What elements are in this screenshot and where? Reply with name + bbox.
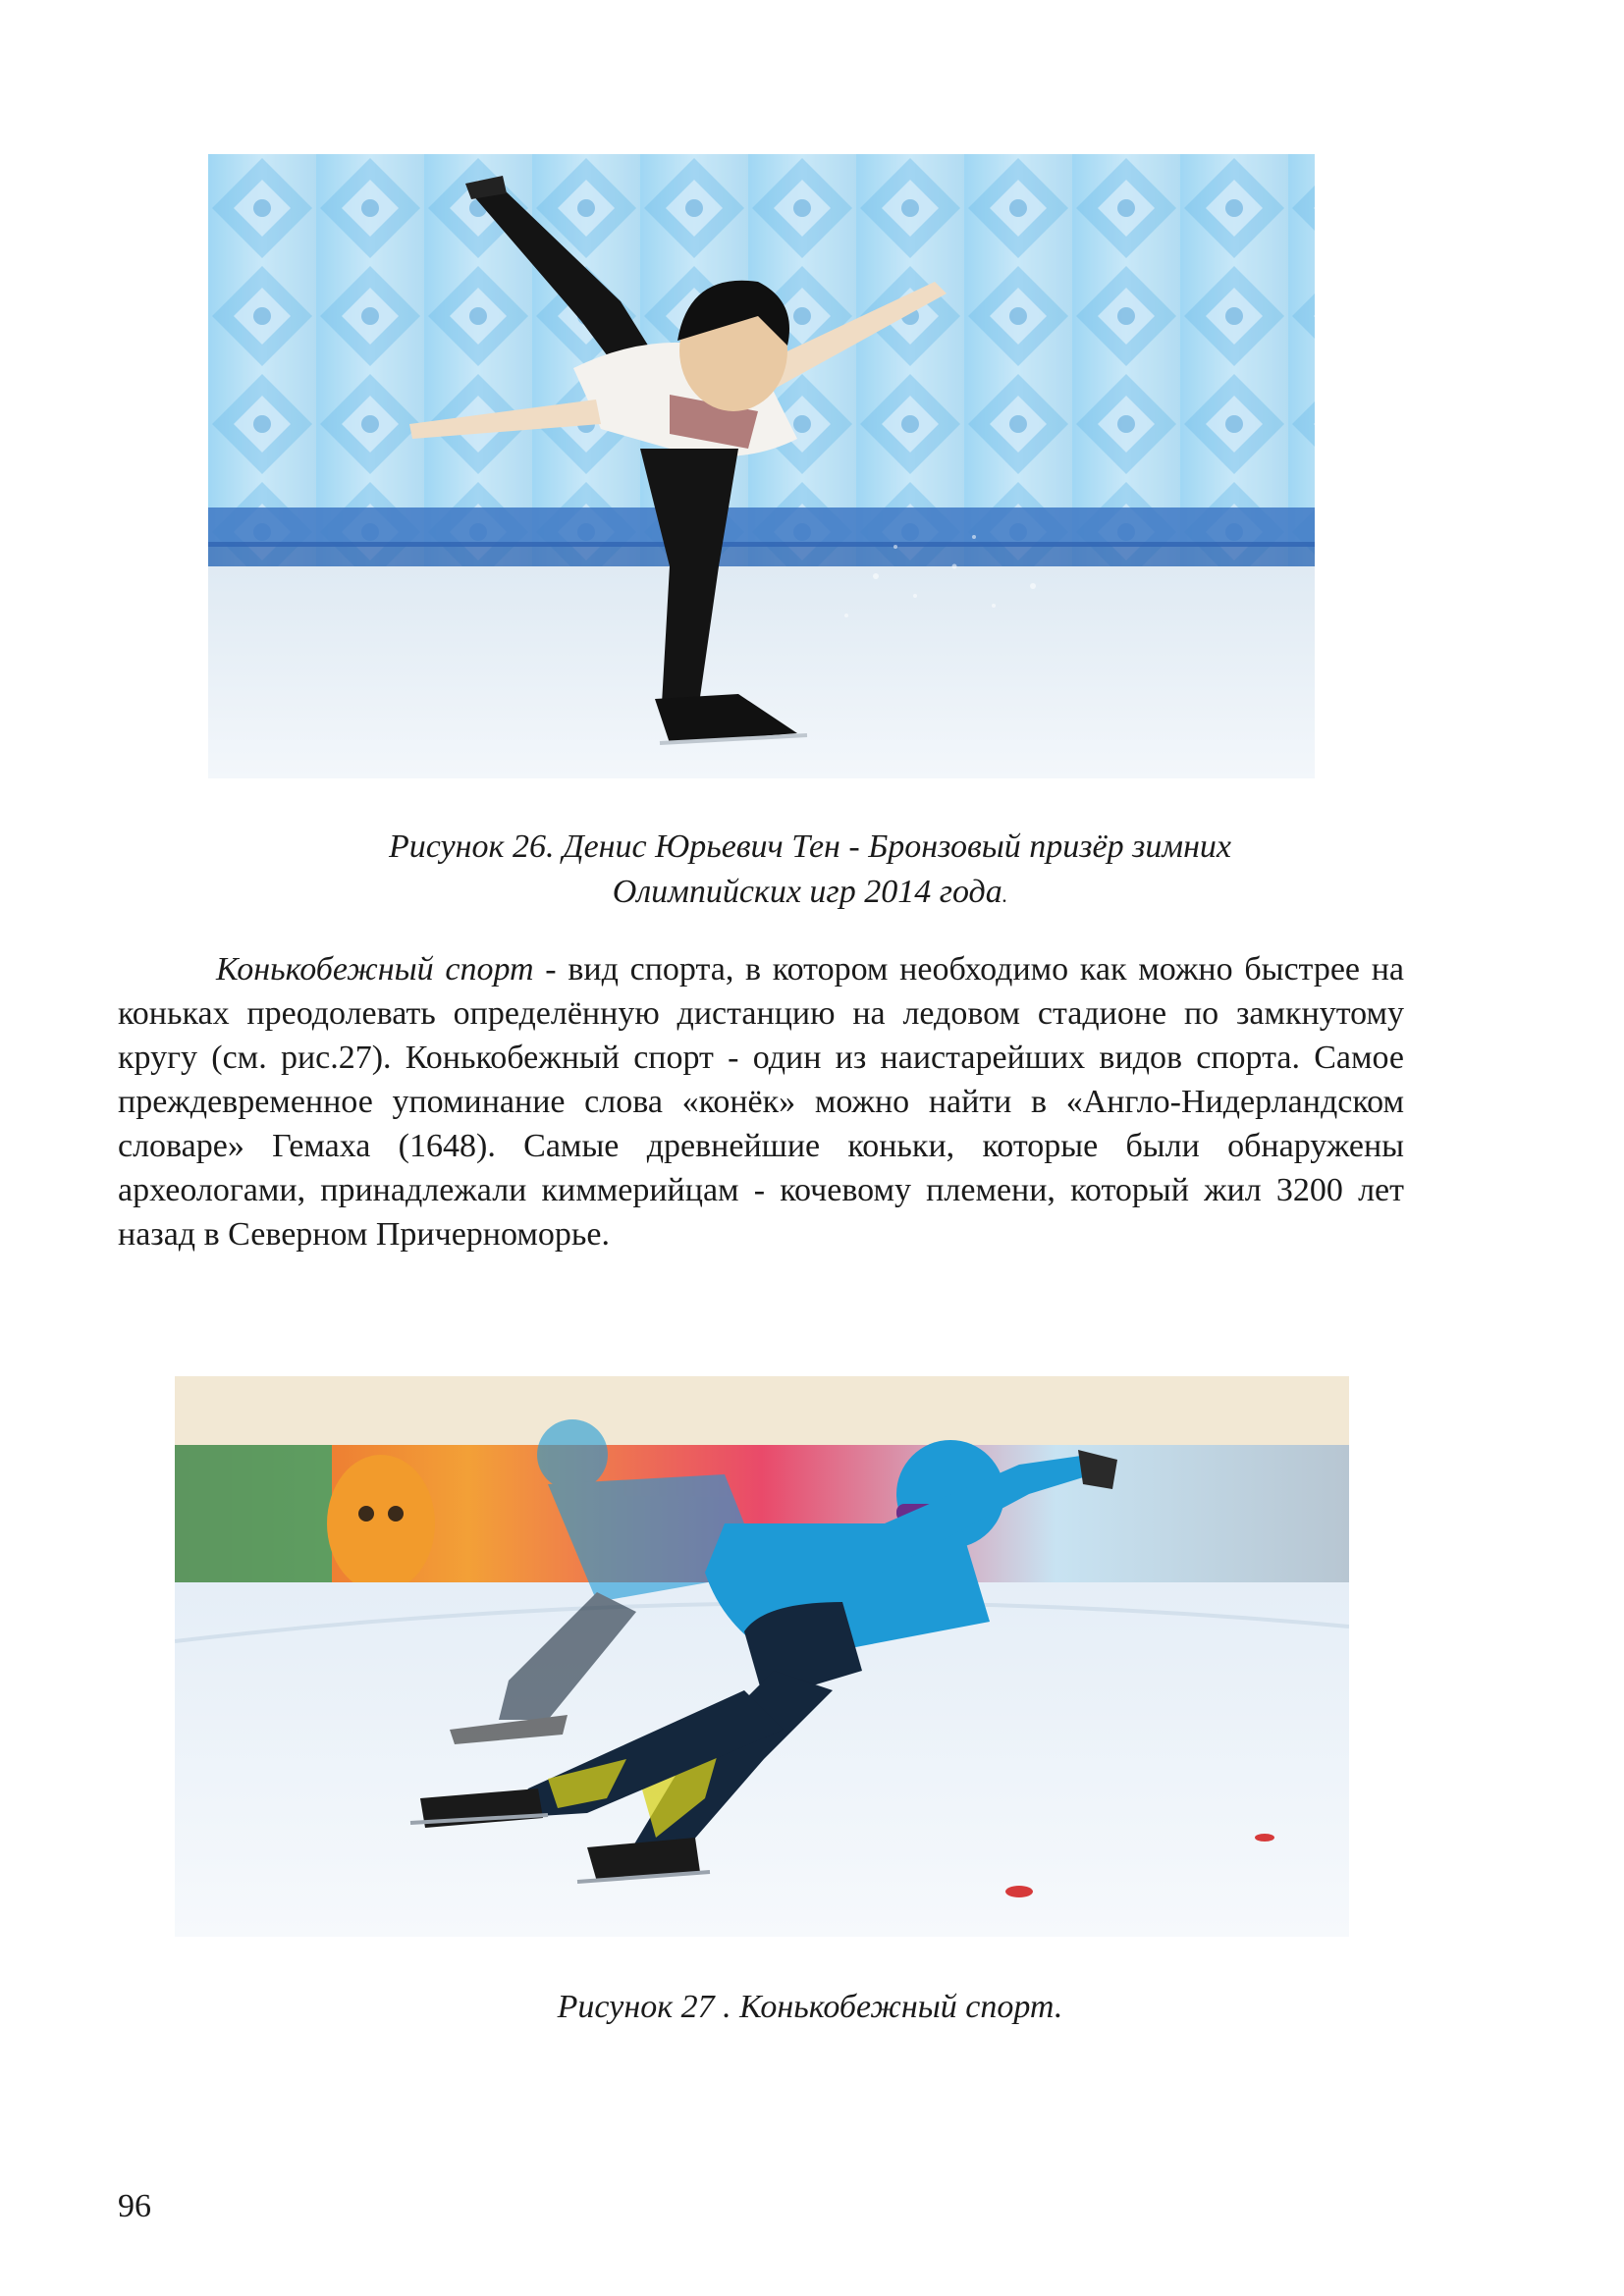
figure-skater-illustration bbox=[208, 154, 1315, 778]
figure-26-caption-end: . bbox=[1001, 882, 1008, 907]
figure-26-caption-line1: Рисунок 26. Денис Юрьевич Тен - Бронзовый призёр зимних bbox=[388, 828, 1232, 865]
figure-26-caption-line2 bbox=[295, 870, 1326, 918]
body-paragraph bbox=[118, 947, 1404, 1256]
figure-26-caption-line2-text: Олимпийских игр 2014 года bbox=[612, 874, 1002, 910]
page-number: 96 bbox=[118, 2188, 151, 2224]
figure-26-photo bbox=[208, 154, 1315, 778]
figure-27-caption: Рисунок 27 . Конькобежный спорт. bbox=[557, 1989, 1063, 2025]
figure-27-photo bbox=[175, 1376, 1349, 1937]
paragraph-text: - вид спорта, в котором необходимо как можно быстрее на коньках преодолевать определённую дистанцию на ледовом стадионе по замкнутому кругу (см. рис.27). Конькобежный спорт - один из наистарейших видов спорта. Самое преждевременное упоминание слова «конёк» можно найти в «Англо-Нидерландском словаре» Гемаха (1648). Самые древнейшие коньки, которые были обнаружены археологами, принадлежали киммерийцам - кочевому племени, который жил 3200 лет назад в Северном Причерноморье. bbox=[118, 951, 1405, 1253]
speed-skaters-illustration bbox=[175, 1376, 1349, 1937]
term-speed-skating: Конькобежный спорт bbox=[216, 951, 534, 988]
